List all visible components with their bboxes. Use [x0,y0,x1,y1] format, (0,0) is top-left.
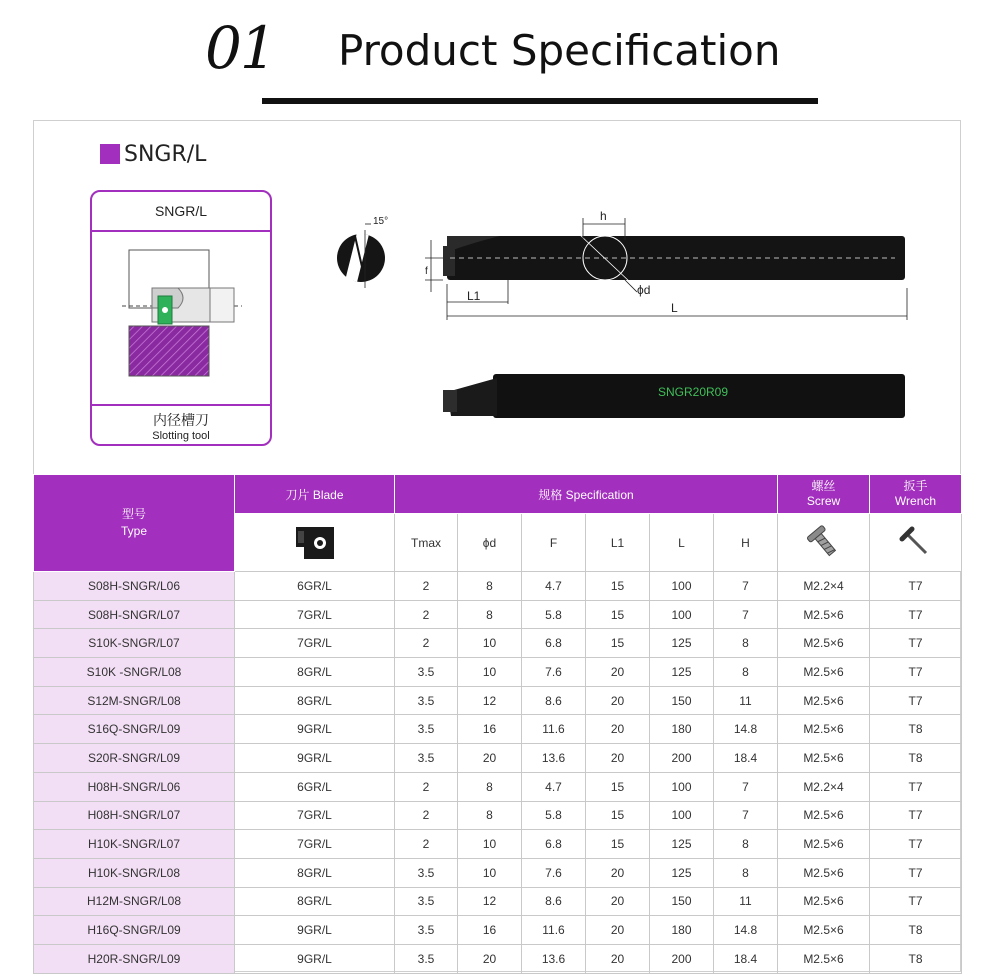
cell-wrench: T7 [870,858,962,887]
cell-f: 7.6 [522,858,586,887]
cell-wrench: T7 [870,600,962,629]
cell-l: 100 [650,772,714,801]
cell-f: 13.6 [522,744,586,773]
cell-f: 13.6 [522,944,586,973]
cell-l: 100 [650,600,714,629]
cell-l1: 20 [586,858,650,887]
cell-type: H20R-SNGR/L09 [34,944,235,973]
cell-wrench: T7 [870,830,962,859]
cell-diameter: 20 [458,944,522,973]
cell-f: 6.8 [522,629,586,658]
cell-wrench: T8 [870,744,962,773]
table-row [34,916,962,945]
cell-l: 200 [650,744,714,773]
cell-f: 8.6 [522,686,586,715]
cell-blade: 8GR/L [235,658,395,687]
cell-screw: M2.2×4 [778,572,870,601]
cell-blade: 9GR/L [235,744,395,773]
cell-blade: 6GR/L [235,572,395,601]
cell-h: 11 [714,887,778,916]
cell-type: S08H-SNGR/L06 [34,572,235,601]
cell-blade: 9GR/L [235,916,395,945]
cell-l1: 15 [586,830,650,859]
cell-l: 125 [650,830,714,859]
tool-marking-label: SNGR20R09 [658,385,729,399]
holder-product-view [443,374,905,418]
section-number: 01 [205,14,275,82]
cell-screw: M2.5×6 [778,715,870,744]
cell-blade: 7GR/L [235,629,395,658]
cell-tmax: 2 [395,830,458,859]
cell-diameter: 10 [458,830,522,859]
header-blade: 刀片 Blade [235,475,395,514]
cell-wrench: T7 [870,801,962,830]
cell-h: 14.8 [714,916,778,945]
cell-wrench: T8 [870,916,962,945]
cell-h: 7 [714,772,778,801]
cell-f: 11.6 [522,916,586,945]
cell-tmax: 3.5 [395,715,458,744]
subheader-tmax: Tmax [395,514,458,572]
cell-f: 6.8 [522,830,586,859]
cell-blade: 7GR/L [235,801,395,830]
blade-insert-cell [235,514,395,572]
cell-f: 11.6 [522,715,586,744]
header-type-en: Type [120,524,147,538]
internal-slotting-diagram-icon [92,232,270,402]
cell-h: 7 [714,572,778,601]
table-row [34,715,962,744]
cell-l: 125 [650,629,714,658]
cell-type: H12M-SNGR/L08 [34,887,235,916]
dim-h-label: h [600,209,607,223]
subheader-diameter: ϕd [458,514,522,572]
angle-label: 15° [373,216,389,227]
cell-l1: 20 [586,686,650,715]
cell-l: 125 [650,858,714,887]
cell-type: H08H-SNGR/L07 [34,801,235,830]
series-marker-icon [100,144,120,164]
cell-h: 8 [714,830,778,859]
cell-h: 8 [714,858,778,887]
cell-l1: 20 [586,715,650,744]
table-row [34,772,962,801]
cell-tmax: 2 [395,629,458,658]
series-label [100,142,206,166]
table-row [34,686,962,715]
cell-h: 11 [714,686,778,715]
cell-f: 7.6 [522,658,586,687]
cell-wrench: T7 [870,572,962,601]
cell-tmax: 2 [395,600,458,629]
caption-english: Slotting tool [152,430,210,442]
cell-h: 14.8 [714,715,778,744]
header-wrench-en: Wrench [894,494,937,508]
cell-diameter: 8 [458,772,522,801]
cell-screw: M2.5×6 [778,658,870,687]
cell-screw: M2.5×6 [778,629,870,658]
cell-l: 180 [650,916,714,945]
title-underline [262,98,818,104]
caption-chinese: 内径槽刀 [153,412,209,428]
dim-d-label: ϕd [637,283,651,297]
cell-screw: M2.5×6 [778,801,870,830]
cell-l: 100 [650,572,714,601]
cell-l1: 20 [586,916,650,945]
cell-type: S10K -SNGR/L08 [34,658,235,687]
cell-h: 7 [714,600,778,629]
cell-type: H08H-SNGR/L06 [34,772,235,801]
cell-l1: 15 [586,772,650,801]
cell-diameter: 8 [458,572,522,601]
cell-screw: M2.2×4 [778,772,870,801]
cell-screw: M2.5×6 [778,916,870,945]
cell-type: S20R-SNGR/L09 [34,744,235,773]
cell-l1: 20 [586,944,650,973]
cell-screw: M2.5×6 [778,887,870,916]
cell-type: H16Q-SNGR/L09 [34,916,235,945]
cell-l: 150 [650,887,714,916]
cell-screw: M2.5×6 [778,858,870,887]
cell-h: 18.4 [714,944,778,973]
cell-wrench: T8 [870,944,962,973]
card-title: SNGR/L [92,192,270,232]
cell-f: 5.8 [522,600,586,629]
screw-icon [804,523,844,563]
cell-screw: M2.5×6 [778,944,870,973]
cell-h: 8 [714,658,778,687]
cell-type: S16Q-SNGR/L09 [34,715,235,744]
table-row [34,629,962,658]
table-row [34,801,962,830]
header-wrench-cn: 扳手 [903,479,928,493]
holder-top-view [425,209,907,320]
cell-wrench: T7 [870,686,962,715]
subheader-l1: L1 [586,514,650,572]
tool-type-card [90,190,272,446]
header-type-cn: 型号 [121,507,146,521]
cell-tmax: 3.5 [395,858,458,887]
cell-screw: M2.5×6 [778,830,870,859]
card-caption [92,404,270,446]
blade-insert-icon [290,523,340,563]
cell-diameter: 12 [458,887,522,916]
cell-tmax: 3.5 [395,686,458,715]
page-title: Product Specification [338,26,781,75]
cell-tmax: 2 [395,572,458,601]
cell-diameter: 16 [458,715,522,744]
cell-wrench: T7 [870,772,962,801]
cell-h: 8 [714,629,778,658]
cell-wrench: T7 [870,658,962,687]
cell-l1: 15 [586,600,650,629]
table-row [34,572,962,601]
cell-tmax: 3.5 [395,744,458,773]
cell-blade: 8GR/L [235,887,395,916]
cell-wrench: T7 [870,887,962,916]
cell-l: 150 [650,686,714,715]
cell-diameter: 16 [458,916,522,945]
series-name: SNGR/L [124,141,207,167]
table-row [34,830,962,859]
cell-blade: 8GR/L [235,858,395,887]
cell-type: S10K-SNGR/L07 [34,629,235,658]
cell-blade: 7GR/L [235,600,395,629]
cell-f: 4.7 [522,772,586,801]
cell-f: 8.6 [522,887,586,916]
cell-wrench: T7 [870,629,962,658]
cell-f: 5.8 [522,801,586,830]
table-row [34,658,962,687]
cell-tmax: 2 [395,801,458,830]
cell-type: S08H-SNGR/L07 [34,600,235,629]
cell-h: 7 [714,801,778,830]
dim-l1-label: L1 [467,289,481,303]
page-header [0,0,1000,110]
cell-type: H10K-SNGR/L08 [34,858,235,887]
cell-diameter: 10 [458,658,522,687]
subheader-f: F [522,514,586,572]
dim-l-label: L [671,301,678,315]
cell-type: S12M-SNGR/L08 [34,686,235,715]
cell-l1: 15 [586,629,650,658]
header-specification: 规格 Specification [395,475,778,514]
cell-blade: 6GR/L [235,772,395,801]
cell-l1: 20 [586,658,650,687]
torx-wrench-icon [896,523,936,563]
cell-l1: 15 [586,801,650,830]
cell-tmax: 3.5 [395,916,458,945]
cell-screw: M2.5×6 [778,744,870,773]
cell-diameter: 10 [458,858,522,887]
cell-blade: 9GR/L [235,944,395,973]
header-screw [778,475,870,514]
cell-blade: 9GR/L [235,715,395,744]
subheader-l: L [650,514,714,572]
cell-l1: 20 [586,744,650,773]
table-row [34,944,962,973]
cell-l: 100 [650,801,714,830]
table-row [34,600,962,629]
cell-diameter: 20 [458,744,522,773]
cell-diameter: 8 [458,801,522,830]
cell-l1: 20 [586,887,650,916]
cell-diameter: 12 [458,686,522,715]
cell-screw: M2.5×6 [778,600,870,629]
cell-tmax: 3.5 [395,658,458,687]
cell-l1: 15 [586,572,650,601]
header-screw-en: Screw [806,494,841,508]
cell-l: 200 [650,944,714,973]
cell-tmax: 2 [395,772,458,801]
cell-l: 125 [650,658,714,687]
cell-blade: 7GR/L [235,830,395,859]
tool-technical-drawing [325,200,925,440]
cell-h: 18.4 [714,744,778,773]
table-row [34,744,962,773]
end-view-icon [337,216,388,288]
cell-diameter: 10 [458,629,522,658]
cell-type: H10K-SNGR/L07 [34,830,235,859]
cell-blade: 8GR/L [235,686,395,715]
specification-table [33,474,962,974]
header-screw-cn: 螺丝 [811,479,836,493]
table-row [34,858,962,887]
specification-rows [34,572,962,974]
header-type [34,475,235,572]
cell-tmax: 3.5 [395,887,458,916]
dim-f-label: f [425,266,428,277]
cell-f: 4.7 [522,572,586,601]
screw-icon-cell [778,514,870,572]
subheader-h: H [714,514,778,572]
header-wrench [870,475,962,514]
table-row [34,887,962,916]
cell-wrench: T8 [870,715,962,744]
cell-tmax: 3.5 [395,944,458,973]
cell-screw: M2.5×6 [778,686,870,715]
cell-l: 180 [650,715,714,744]
cell-diameter: 8 [458,600,522,629]
wrench-icon-cell [870,514,962,572]
